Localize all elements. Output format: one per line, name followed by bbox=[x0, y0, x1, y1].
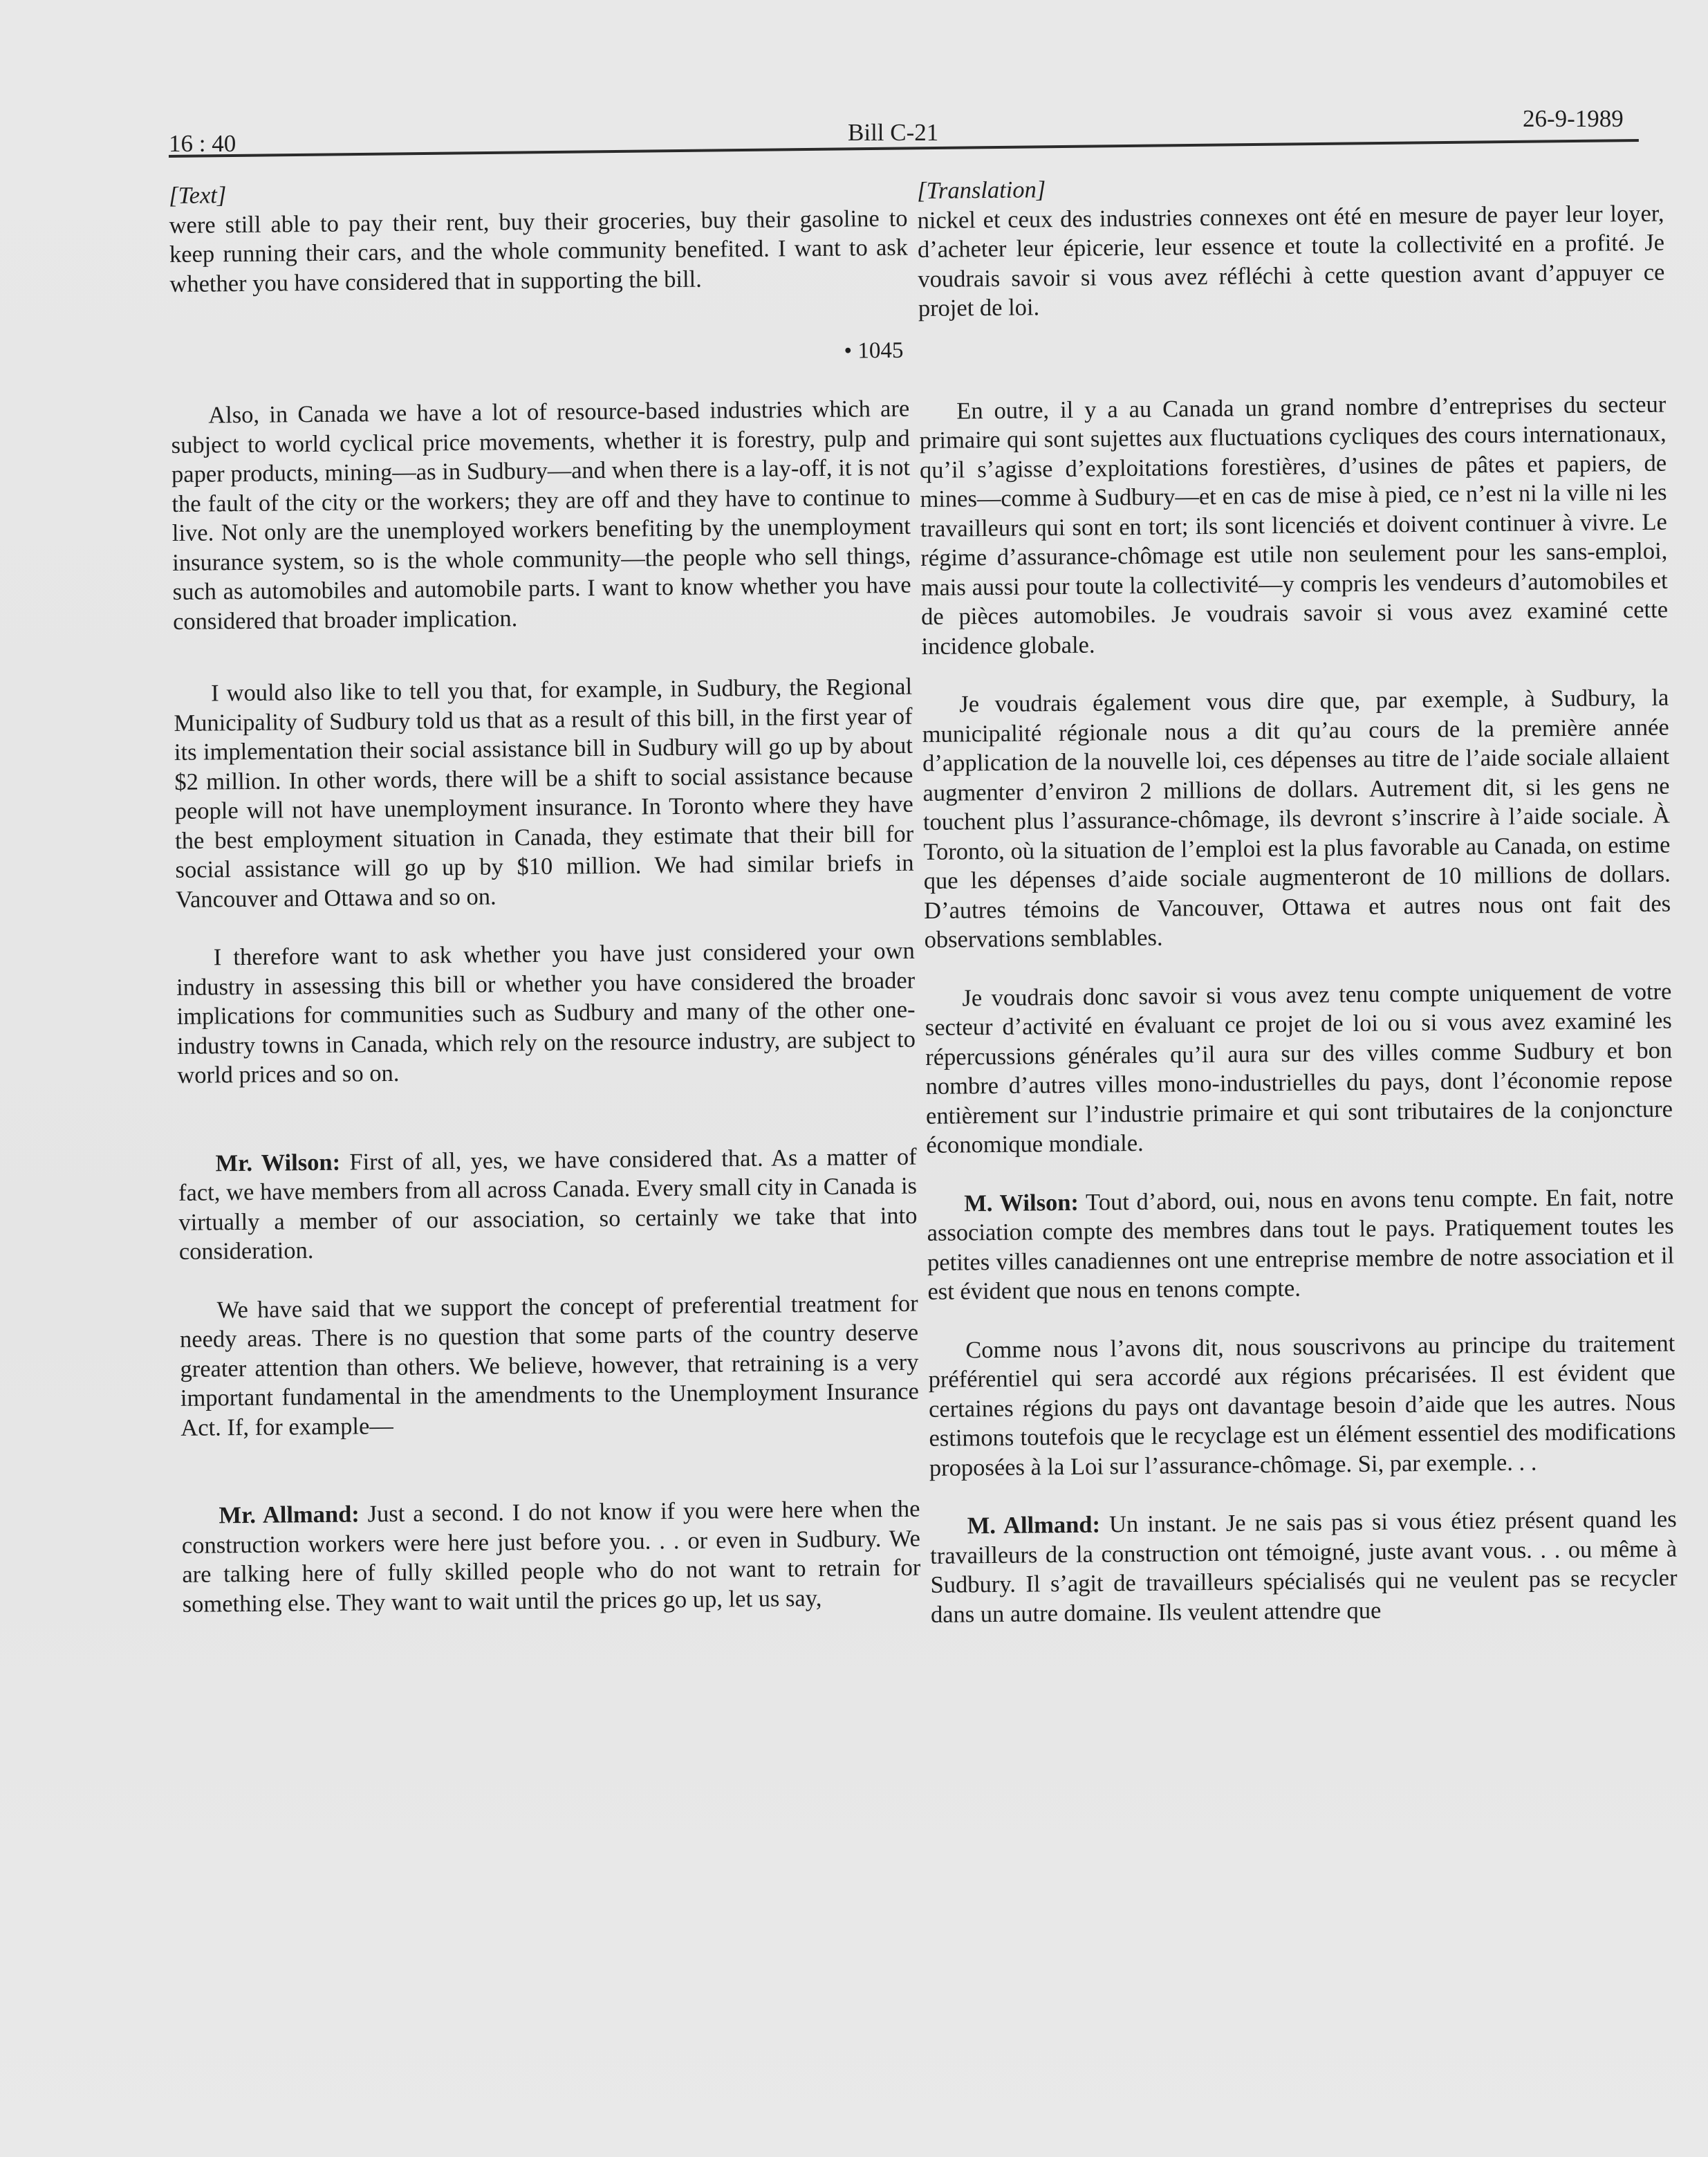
translation-label: [Translation] bbox=[917, 176, 1046, 204]
french-paragraph-6: Comme nous l’avons dit, nous souscrivons au principe du traitement préférentiel qui sera accordé aux régions précarisées. Il est évident que certaines régions du pays ont davantage besoin d’aide que les autres. Nous estimons toutefois que le recyclage est un élément essentiel des modifications proposées à la Loi sur l’assurance-chômage. Si, par exemple. . . bbox=[928, 1330, 1676, 1481]
french-paragraph-4: Je voudrais donc savoir si vous avez tenu compte uniquement de votre secteur d’activité en évaluant ce projet de loi ou si vous avez examiné les répercussions générales qu’il aura sur des villes comme Sudbury et bon nombre d’autres villes mono-industrielles du pays, dont l’économie repose entièrement sur l’industrie primaire et qui sont tributaires de la conjoncture économique mondiale. bbox=[925, 978, 1673, 1158]
time-marker: • 1045 bbox=[844, 337, 904, 364]
french-paragraph-2: En outre, il y a au Canada un grand nombre d’entreprises du secteur primaire qui sont sujettes aux fluctuations cycliques des cours internationaux, qu’il s’agisse d’exploitations forestières, d’usines de pâtes et papiers, de mines—comme à Sudbury—et en cas de mise à pied, ce n’est ni la ville ni les travailleurs qui sont en tort; ils sont licenciés et doivent continuer à vivre. Le régime d’assurance-chômage est utile non seulement pour les sans-emploi, mais aussi pour toute la collectivité—y compris les vendeurs d’automobiles et de pièces automobiles. Je voudrais savoir si vous avez examiné cette incidence globale. bbox=[919, 391, 1669, 660]
english-paragraph-5 bbox=[178, 1142, 918, 1266]
french-paragraph-7 bbox=[930, 1505, 1678, 1629]
french-paragraph-7-text: Un instant. Je ne sais pas si vous étiez présent quand les travailleurs de la construction ont témoigné, juste avant vous. . . ou même à Sudbury. Il s’agit de travailleurs spécialisés qui ne veulent pas se recycler dans un autre domaine. Ils veulent attendre que bbox=[929, 1506, 1678, 1628]
french-column bbox=[917, 169, 1678, 1629]
english-paragraph-1: were still able to pay their rent, buy their groceries, buy their gasoline to keep running their cars, and the whole community benefited. I want to ask whether you have considered that in supporting the bill. bbox=[169, 205, 909, 297]
english-paragraph-7 bbox=[181, 1494, 921, 1619]
french-paragraph-5 bbox=[927, 1182, 1675, 1306]
english-paragraph-2: Also, in Canada we have a lot of resource-based industries which are subject to world cyclical price movements, whether it is forestry, pulp and paper products, mining—as in Sudbury—and when there is a lay-off, it is not the fault of the city or the workers; they are off and they have to continue to live. Not only are the unemployed workers benefiting by the unemployment insurance system, so is the whole community—the people who sell things, such as automobiles and automobile parts. I want to know whether you have considered that broader implication. bbox=[171, 395, 911, 635]
french-paragraph-3: Je voudrais également vous dire que, par exemple, à Sudbury, la municipalité régionale nous a dit qu’au cours de la première année d’application de la nouvelle loi, ces dépenses au titre de l’aide sociale allaient augmenter d’environ 2 millions de dollars. Autrement dit, si les gens ne touchent plus l’assurance-chômage, ils devront s’inscrire à l’aide sociale. À Toronto, où la situation de l’emploi est la plus favorable au Canada, on estime que les dépenses d’aide sociale augmenteront de 10 millions de dollars. D’autres témoins de Vancouver, Ottawa et autres nous ont fait des observations semblables. bbox=[922, 684, 1671, 953]
speaker-wilson: Mr. Wilson: bbox=[215, 1149, 341, 1176]
document-title: Bill C-21 bbox=[848, 119, 939, 146]
english-paragraph-5-text: First of all, yes, we have considered that. As a matter of fact, we have members from all across Canada. Every small city in Canada is virtually a member of our association, so certainly we take that into consideration. bbox=[178, 1143, 918, 1265]
text-label: [Text] bbox=[169, 182, 227, 209]
french-paragraph-5-text: Tout d’abord, oui, nous en avons tenu compte. En fait, notre association compte des membres dans tout le pays. Pratiquement toutes les petites villes canadiennes ont une entreprise membre de notre association et il est évident que nous en tenons compte. bbox=[927, 1183, 1675, 1305]
speaker-allmand-fr: M. Allmand: bbox=[967, 1511, 1101, 1539]
english-paragraph-7-text: Just a second. I do not know if you were here when the construction workers were here just before you. . . or even in Sudbury. We are talking here of fully skilled people who do not want to retrain for something else. They want to wait until the prices go up, let us say, bbox=[181, 1495, 921, 1618]
document-date: 26-9-1989 bbox=[1523, 105, 1624, 132]
english-paragraph-4: I therefore want to ask whether you have just considered your own industry in assessing this bill or whether you have considered the broader implications for communities such as Sudbury and many of the other one-industry towns in Canada, which rely on the resource industry, are subject to world prices and so on. bbox=[176, 937, 916, 1089]
speaker-wilson-fr: M. Wilson: bbox=[964, 1189, 1079, 1216]
french-paragraph-1: nickel et ceux des industries connexes ont été en mesure de payer leur loyer, d’acheter leur épicerie, leur essence et toute la collectivité en a profité. Je voudrais savoir si vous avez réfléchi à cette question avant d’appuyer ce projet de loi. bbox=[917, 200, 1665, 322]
english-paragraph-3: I would also like to tell you that, for example, in Sudbury, the Regional Municipality of Sudbury told us that as a result of this bill, in the first year of its implementation their social assistance bill in Sudbury will go up by about $2 million. In other words, there will be a shift to social assistance because people will not have unemployment insurance. In Toronto where they have the best employment situation in Canada, they estimate that their bill for social assistance will go up by $10 million. We had similar briefs in Vancouver and Ottawa and so on. bbox=[174, 673, 914, 913]
speaker-allmand: Mr. Allmand: bbox=[219, 1501, 360, 1529]
english-paragraph-6: We have said that we support the concept of preferential treatment for needy areas. There is no question that some parts of the country deserve greater attention than others. We believe, however, that retraining is a very important fundamental in the amendments to the Unemployment Insurance Act. If, for example— bbox=[179, 1290, 920, 1441]
english-column bbox=[169, 174, 921, 1619]
page-number: 16 : 40 bbox=[169, 130, 236, 157]
